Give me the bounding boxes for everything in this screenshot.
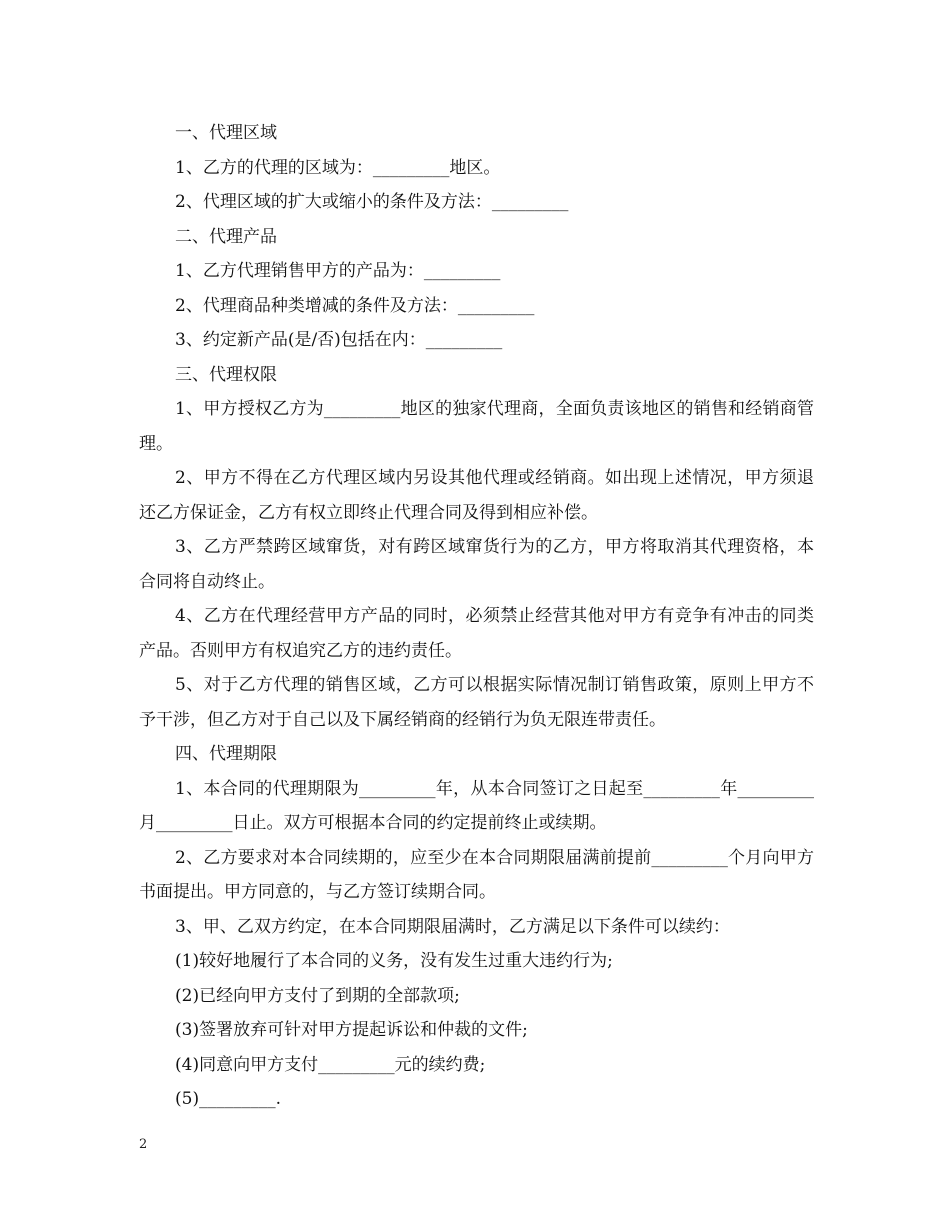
condition-item: (5)_________. xyxy=(175,1089,281,1109)
clause-text: 1、乙方的代理的区域为：_________地区。 xyxy=(175,157,501,178)
contract-body xyxy=(139,116,814,1117)
condition-item: (4)同意向甲方支付_________元的续约费; xyxy=(175,1054,486,1075)
clause-text: 1、甲方授权乙方为_________地区的独家代理商，全面负责该地区的销售和经销商管理。 xyxy=(139,399,814,454)
clause-text: 2、代理商品种类增减的条件及方法：_________ xyxy=(175,295,535,316)
section-heading-agency-area: 一、代理区域 xyxy=(175,123,277,143)
clause-text: 3、甲、乙双方约定，在本合同期限届满时，乙方满足以下条件可以续约： xyxy=(175,916,730,937)
clause-text: 2、代理区域的扩大或缩小的条件及方法：_________ xyxy=(175,192,569,212)
section-heading-agency-authority: 三、代理权限 xyxy=(175,364,277,385)
section-heading-agency-products: 二、代理产品 xyxy=(175,226,277,247)
page-number: 2 xyxy=(139,1137,148,1152)
condition-item: (3)签署放弃可针对甲方提起诉讼和仲裁的文件; xyxy=(175,1020,528,1040)
clause-text: 3、乙方严禁跨区域窜货，对有跨区域窜货行为的乙方，甲方将取消其代理资格，本合同将自动终止。 xyxy=(139,537,814,592)
clause-text: 1、本合同的代理期限为_________年，从本合同签订之日起至_________年_________月_________日止。双方可根据本合同的约定提前终止或续期。 xyxy=(139,778,814,833)
clause-text: 2、乙方要求对本合同续期的，应至少在本合同期限届满前提前_________个月向甲方书面提出。甲方同意的，与乙方签订续期合同。 xyxy=(139,847,814,902)
clause-text: 1、乙方代理销售甲方的产品为：_________ xyxy=(175,261,501,281)
clause-text: 2、甲方不得在乙方代理区域内另设其他代理或经销商。如出现上述情况，甲方须退还乙方保证金，乙方有权立即终止代理合同及得到相应补偿。 xyxy=(139,468,814,523)
condition-item: (1)较好地履行了本合同的义务，没有发生过重大违约行为; xyxy=(175,951,613,971)
section-heading-agency-term: 四、代理期限 xyxy=(175,744,277,764)
clause-text: 5、对于乙方代理的销售区域，乙方可以根据实际情况制订销售政策，原则上甲方不予干涉，但乙方对于自己以及下属经销商的经销行为负无限连带责任。 xyxy=(139,675,814,730)
clause-text: 3、约定新产品(是/否)包括在内：_________ xyxy=(175,330,503,350)
condition-item: (2)已经向甲方支付了到期的全部款项; xyxy=(175,985,460,1006)
clause-text: 4、乙方在代理经营甲方产品的同时，必须禁止经营其他对甲方有竞争有冲击的同类产品。否则甲方有权追究乙方的违约责任。 xyxy=(139,606,814,661)
